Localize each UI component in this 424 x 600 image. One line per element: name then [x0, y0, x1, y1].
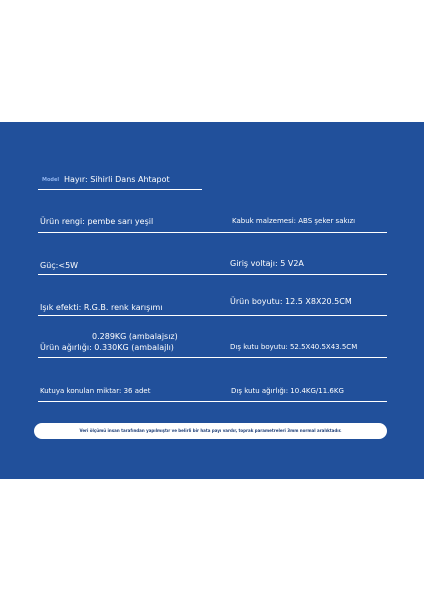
input-voltage: Giriş voltajı: 5 V2A — [230, 259, 304, 268]
measurement-note-text: Veri ölçümü insan tarafından yapılmıştır ve belirli bir hata payı vardır, toprak parametreleri 3mm normal aralıktadır. — [79, 428, 342, 433]
row-2-rule — [38, 274, 387, 275]
product-size: Ürün boyutu: 12.5 X8X20.5CM — [230, 297, 352, 306]
product-weight: Ürün ağırlığı: 0.330KG (ambalajlı) — [40, 343, 174, 352]
row-3-rule — [38, 315, 387, 316]
model-rule — [38, 189, 202, 190]
outer-box-weight: Dış kutu ağırlığı: 10.4KG/11.6KG — [231, 387, 344, 395]
outer-box-size: Dış kutu boyutu: 52.5X40.5X43.5CM — [230, 343, 358, 351]
product-color: Ürün rengi: pembe sarı yeşil — [40, 217, 154, 226]
row-5-rule — [38, 401, 387, 402]
row-1-rule — [38, 232, 387, 233]
light-effect: Işık efekti: R.G.B. renk karışımı — [40, 303, 163, 312]
power: Güç:<5W — [40, 261, 79, 270]
weight-unpacked: 0.289KG (ambalajsız) — [92, 332, 178, 341]
box-quantity: Kutuya konulan miktar: 36 adet — [40, 387, 151, 395]
model-tag: Model — [42, 177, 60, 183]
row-4-rule — [38, 357, 387, 358]
shell-material: Kabuk malzemesi: ABS şeker sakızı — [232, 217, 356, 225]
spec-panel — [0, 122, 424, 479]
measurement-note — [34, 423, 387, 439]
model-value: Hayır: Sihirli Dans Ahtapot — [64, 175, 170, 184]
